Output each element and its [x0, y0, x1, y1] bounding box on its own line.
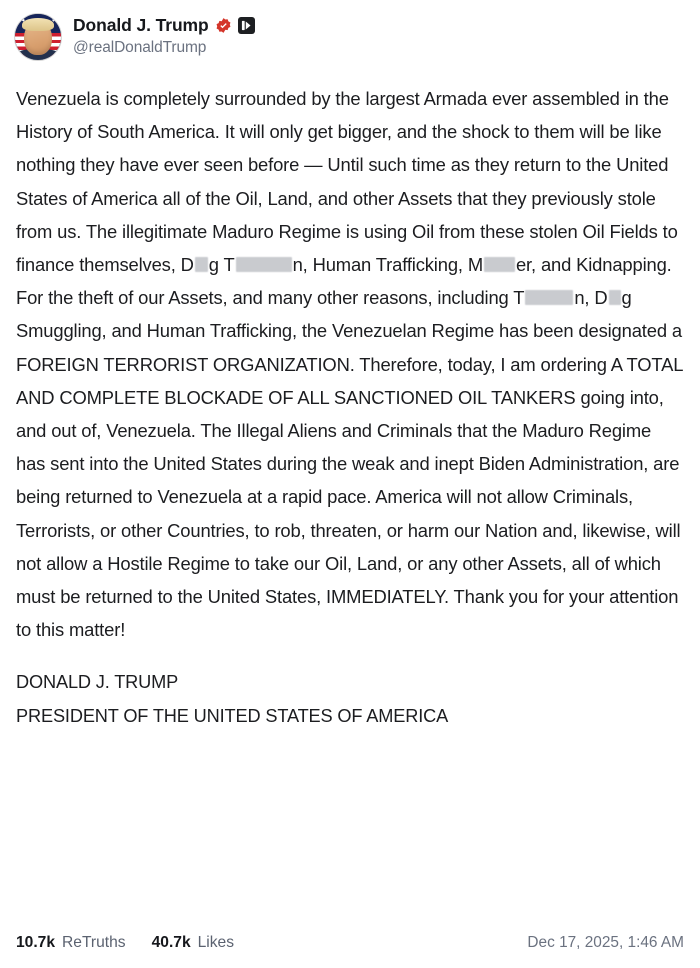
post-stats: [16, 934, 234, 952]
likes-count[interactable]: 40.7k: [151, 934, 191, 951]
post-text-segment: n, Human Trafficking, M: [292, 254, 483, 276]
post-text-segment: n, D: [574, 287, 608, 309]
likes-label[interactable]: Likes: [197, 934, 235, 951]
retruths-label[interactable]: ReTruths: [62, 934, 126, 951]
post-text-segment: Venezuela is completely surrounded by the largest Armada ever assembled in the History of South America. It will only get bigger, and the shock to them will be like nothing they have ever seen before — Until such time as they return to the United States of America all of the Oil, Land, and other Assets that they previously stole from us. The illegitimate Maduro Regime is using Oil from these stolen Oil Fields to finance themselves, D: [16, 88, 678, 276]
post-signature: [16, 666, 684, 732]
post-text-segment: g T: [208, 254, 235, 276]
author-display-name[interactable]: Donald J. Trump: [73, 15, 209, 35]
redacted-text-icon: [525, 290, 573, 305]
truth-social-badge-icon: [238, 17, 255, 34]
post-timestamp: Dec 17, 2025, 1:46 AM: [527, 934, 684, 951]
post-text-segment: g Smuggling, and Human Trafficking, the Venezuelan Regime has been designated a FOREIGN TERRORIST ORGANIZATION. Therefore, today, I am ordering A TOTAL AND COMPLETE BLOCKADE OF ALL SANCTIONED OIL TANKERS going into, and out of, Venezuela. The Illegal Aliens and Criminals that the Maduro Regime has sent into the United States during the weak and inept Biden Administration, are being returned to Venezuela at a rapid pace. America will not allow Criminals, Terrorists, or other Countries, to rob, threaten, or harm our Nation and, likewise, will not allow a Hostile Regime to take our Oil, Land, or any other Assets, all of which must be returned to the United States, IMMEDIATELY. Thank you for your attention to this matter!: [16, 287, 683, 641]
post-body: [0, 61, 700, 922]
signature-title: PRESIDENT OF THE UNITED STATES OF AMERICA: [16, 705, 449, 726]
redacted-text-icon: [609, 290, 621, 305]
author-info: [73, 13, 255, 57]
signature-name: DONALD J. TRUMP: [16, 672, 179, 693]
author-handle[interactable]: @realDonaldTrump: [73, 39, 207, 56]
post-header: [0, 0, 700, 61]
post-footer: [0, 922, 700, 968]
post-text-segment: er, and Kidnapping. For the theft of our Assets, and many other reasons, including T: [16, 254, 672, 309]
redacted-text-icon: [195, 257, 208, 272]
redacted-text-icon: [236, 257, 292, 272]
post-paragraph: [16, 82, 684, 646]
avatar[interactable]: [14, 13, 62, 61]
avatar-hair: [22, 18, 54, 31]
verified-check-icon: [215, 17, 232, 34]
retruths-count[interactable]: 10.7k: [16, 934, 56, 951]
redacted-text-icon: [484, 257, 515, 272]
author-name-row: [73, 15, 255, 36]
